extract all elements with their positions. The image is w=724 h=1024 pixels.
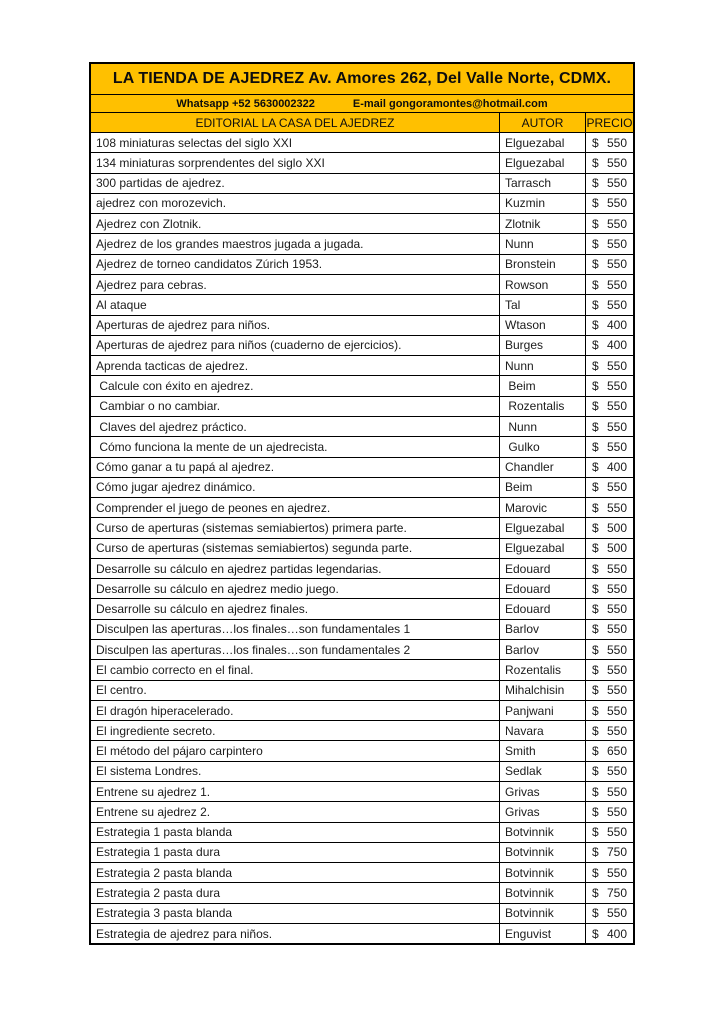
book-title: Estrategia 2 pasta blanda — [96, 865, 233, 880]
price-amount: 550 — [606, 764, 627, 779]
book-price — [585, 255, 633, 274]
book-author: Burges — [499, 336, 585, 355]
currency-symbol: $ — [592, 358, 599, 373]
table-row — [91, 194, 633, 214]
price-amount: 550 — [606, 419, 627, 434]
book-title: Cambiar o no cambiar. — [96, 399, 221, 414]
table-row — [91, 336, 633, 356]
price-amount: 550 — [606, 804, 627, 819]
book-author: Marovic — [499, 498, 585, 517]
book-author: Elguezabal — [499, 539, 585, 558]
currency-symbol: $ — [592, 744, 599, 759]
price-amount: 550 — [606, 237, 627, 252]
table-row — [91, 883, 633, 903]
book-title: Disculpen las aperturas…los finales…son fundamentales 2 — [96, 642, 411, 657]
table-row — [91, 316, 633, 336]
table-row — [91, 579, 633, 599]
table-row — [91, 458, 633, 478]
book-title: Estrategia 3 pasta blanda — [96, 906, 233, 921]
book-title: El dragón hiperacelerado. — [96, 703, 234, 718]
book-title: Ajedrez para cebras. — [96, 277, 207, 292]
book-price — [585, 498, 633, 517]
currency-symbol: $ — [592, 622, 599, 637]
book-title: Aprenda tacticas de ajedrez. — [96, 358, 249, 373]
book-author: Tal — [499, 295, 585, 314]
book-title: Aperturas de ajedrez para niños (cuaderno de ejercicios). — [96, 338, 402, 353]
book-author: Navara — [499, 721, 585, 740]
book-author: Botvinnik — [499, 883, 585, 902]
price-amount: 550 — [606, 297, 627, 312]
currency-symbol: $ — [592, 135, 599, 150]
book-title: El centro. — [96, 683, 147, 698]
book-author: Edouard — [499, 559, 585, 578]
currency-symbol: $ — [592, 176, 599, 191]
book-price — [585, 863, 633, 882]
table-row — [91, 214, 633, 234]
book-price — [585, 559, 633, 578]
book-rows — [91, 133, 633, 943]
table-row — [91, 802, 633, 822]
price-amount: 550 — [606, 176, 627, 191]
currency-symbol: $ — [592, 825, 599, 840]
currency-symbol: $ — [592, 480, 599, 495]
book-title: Cómo jugar ajedrez dinámico. — [96, 480, 256, 495]
currency-symbol: $ — [592, 419, 599, 434]
book-title: Calcule con éxito en ajedrez. — [96, 379, 254, 394]
price-amount: 750 — [606, 845, 627, 860]
book-author: Beim — [499, 478, 585, 497]
contact-banner — [91, 95, 633, 113]
price-amount: 550 — [606, 602, 627, 617]
table-row — [91, 153, 633, 173]
book-price — [585, 721, 633, 740]
book-price — [585, 904, 633, 923]
book-price — [585, 295, 633, 314]
book-price — [585, 133, 633, 152]
price-amount: 550 — [606, 865, 627, 880]
book-author: Botvinnik — [499, 863, 585, 882]
price-amount: 500 — [606, 541, 627, 556]
price-amount: 500 — [606, 520, 627, 535]
book-price — [585, 843, 633, 862]
book-author: Gulko — [499, 437, 585, 456]
book-title: Comprender el juego de peones en ajedrez. — [96, 500, 331, 515]
price-amount: 750 — [606, 886, 627, 901]
price-amount: 550 — [606, 825, 627, 840]
currency-symbol: $ — [592, 926, 599, 941]
price-amount: 550 — [606, 257, 627, 272]
price-amount: 550 — [606, 561, 627, 576]
currency-symbol: $ — [592, 581, 599, 596]
book-title: Cómo ganar a tu papá al ajedrez. — [96, 460, 275, 475]
table-row — [91, 518, 633, 538]
book-author: Sedlak — [499, 762, 585, 781]
book-author: Grivas — [499, 802, 585, 821]
table-row — [91, 660, 633, 680]
table-row — [91, 255, 633, 275]
book-price — [585, 214, 633, 233]
book-title: Cómo funciona la mente de un ajedrecista. — [96, 439, 328, 454]
table-row — [91, 823, 633, 843]
book-title: Aperturas de ajedrez para niños. — [96, 318, 271, 333]
price-amount: 550 — [606, 662, 627, 677]
currency-symbol: $ — [592, 662, 599, 677]
currency-symbol: $ — [592, 764, 599, 779]
book-title: Estrategia 1 pasta blanda — [96, 825, 233, 840]
table-row — [91, 904, 633, 924]
book-author: Grivas — [499, 782, 585, 801]
price-amount: 400 — [606, 318, 627, 333]
book-author: Nunn — [499, 417, 585, 436]
table-row — [91, 376, 633, 396]
currency-symbol: $ — [592, 703, 599, 718]
table-row — [91, 681, 633, 701]
currency-symbol: $ — [592, 602, 599, 617]
currency-symbol: $ — [592, 216, 599, 231]
table-row — [91, 863, 633, 883]
book-price — [585, 417, 633, 436]
currency-symbol: $ — [592, 886, 599, 901]
currency-symbol: $ — [592, 683, 599, 698]
table-row — [91, 539, 633, 559]
book-author: Beim — [499, 376, 585, 395]
book-price — [585, 660, 633, 679]
book-title: Desarrolle su cálculo en ajedrez partidas legendarias. — [96, 561, 382, 576]
price-amount: 550 — [606, 683, 627, 698]
book-price — [585, 782, 633, 801]
book-price — [585, 458, 633, 477]
currency-symbol: $ — [592, 906, 599, 921]
price-amount: 550 — [606, 480, 627, 495]
currency-symbol: $ — [592, 784, 599, 799]
book-author: Elguezabal — [499, 133, 585, 152]
book-price — [585, 924, 633, 943]
book-title: Estrategia 2 pasta dura — [96, 886, 221, 901]
currency-symbol: $ — [592, 845, 599, 860]
currency-symbol: $ — [592, 297, 599, 312]
book-title: Estrategia de ajedrez para niños. — [96, 926, 273, 941]
book-author: Zlotnik — [499, 214, 585, 233]
book-title: El método del pájaro carpintero — [96, 744, 263, 759]
table-row — [91, 295, 633, 315]
book-price — [585, 478, 633, 497]
book-price — [585, 376, 633, 395]
table-row — [91, 559, 633, 579]
book-author: Barlov — [499, 640, 585, 659]
price-amount: 550 — [606, 703, 627, 718]
currency-symbol: $ — [592, 318, 599, 333]
book-title: 108 miniaturas selectas del siglo XXI — [96, 135, 293, 150]
book-price — [585, 640, 633, 659]
book-price — [585, 336, 633, 355]
book-author: Elguezabal — [499, 153, 585, 172]
book-author: Chandler — [499, 458, 585, 477]
book-author: Rozentalis — [499, 660, 585, 679]
table-row — [91, 843, 633, 863]
table-row — [91, 234, 633, 254]
currency-symbol: $ — [592, 379, 599, 394]
table-row — [91, 741, 633, 761]
book-price — [585, 762, 633, 781]
table-row — [91, 782, 633, 802]
currency-symbol: $ — [592, 460, 599, 475]
book-author: Rozentalis — [499, 397, 585, 416]
currency-symbol: $ — [592, 520, 599, 535]
book-price — [585, 883, 633, 902]
book-title: Disculpen las aperturas…los finales…son fundamentales 1 — [96, 622, 411, 637]
book-title: Desarrolle su cálculo en ajedrez medio juego. — [96, 581, 339, 596]
book-title: 300 partidas de ajedrez. — [96, 176, 225, 191]
book-author: Rowson — [499, 275, 585, 294]
price-amount: 550 — [606, 379, 627, 394]
book-price — [585, 153, 633, 172]
table-row — [91, 762, 633, 782]
book-author: Edouard — [499, 599, 585, 618]
price-amount: 550 — [606, 581, 627, 596]
book-title: Curso de aperturas (sistemas semiabiertos) primera parte. — [96, 520, 407, 535]
table-row — [91, 599, 633, 619]
currency-symbol: $ — [592, 642, 599, 657]
table-row — [91, 620, 633, 640]
currency-symbol: $ — [592, 155, 599, 170]
price-amount: 550 — [606, 622, 627, 637]
book-author: Botvinnik — [499, 904, 585, 923]
price-amount: 550 — [606, 135, 627, 150]
book-author: Edouard — [499, 579, 585, 598]
book-price — [585, 518, 633, 537]
book-price — [585, 397, 633, 416]
book-price — [585, 599, 633, 618]
currency-symbol: $ — [592, 439, 599, 454]
price-amount: 550 — [606, 399, 627, 414]
book-price — [585, 579, 633, 598]
table-row — [91, 174, 633, 194]
price-amount: 550 — [606, 723, 627, 738]
book-author: Enguvist — [499, 924, 585, 943]
table-row — [91, 498, 633, 518]
book-author: Bronstein — [499, 255, 585, 274]
currency-symbol: $ — [592, 277, 599, 292]
table-row — [91, 701, 633, 721]
table-row — [91, 417, 633, 437]
book-price — [585, 823, 633, 842]
book-title: Estrategia 1 pasta dura — [96, 845, 221, 860]
book-author: Botvinnik — [499, 823, 585, 842]
book-price — [585, 701, 633, 720]
currency-symbol: $ — [592, 257, 599, 272]
book-title: El sistema Londres. — [96, 764, 202, 779]
email-contact: E-mail gongoramontes@hotmail.com — [352, 97, 548, 110]
book-title: Claves del ajedrez práctico. — [96, 419, 247, 434]
store-title: LA TIENDA DE AJEDREZ Av. Amores 262, Del Valle Norte, CDMX. — [112, 70, 612, 87]
price-amount: 550 — [606, 906, 627, 921]
table-row — [91, 356, 633, 376]
table-row — [91, 721, 633, 741]
price-amount: 550 — [606, 155, 627, 170]
book-author: Botvinnik — [499, 843, 585, 862]
price-amount: 650 — [606, 744, 627, 759]
table-row — [91, 133, 633, 153]
book-title: Ajedrez de los grandes maestros jugada a jugada. — [96, 237, 364, 252]
book-title: Entrene su ajedrez 2. — [96, 804, 211, 819]
book-title: Al ataque — [96, 297, 147, 312]
currency-symbol: $ — [592, 338, 599, 353]
price-amount: 400 — [606, 338, 627, 353]
currency-symbol: $ — [592, 196, 599, 211]
book-title: ajedrez con morozevich. — [96, 196, 227, 211]
price-amount: 550 — [606, 642, 627, 657]
book-price — [585, 681, 633, 700]
table-row — [91, 397, 633, 417]
book-title: Ajedrez con Zlotnik. — [96, 216, 202, 231]
price-amount: 550 — [606, 500, 627, 515]
book-price — [585, 316, 633, 335]
table-row — [91, 478, 633, 498]
book-price — [585, 234, 633, 253]
book-author: Nunn — [499, 234, 585, 253]
currency-symbol: $ — [592, 500, 599, 515]
book-price — [585, 437, 633, 456]
book-author: Tarrasch — [499, 174, 585, 193]
book-price — [585, 741, 633, 760]
book-title: Curso de aperturas (sistemas semiabiertos) segunda parte. — [96, 541, 413, 556]
table-row — [91, 924, 633, 943]
book-price — [585, 620, 633, 639]
book-title: El cambio correcto en el final. — [96, 662, 254, 677]
book-author: Nunn — [499, 356, 585, 375]
book-price — [585, 174, 633, 193]
currency-symbol: $ — [592, 399, 599, 414]
table-row — [91, 640, 633, 660]
price-amount: 550 — [606, 196, 627, 211]
currency-symbol: $ — [592, 541, 599, 556]
table-row — [91, 275, 633, 295]
column-header-autor: AUTOR — [499, 113, 585, 132]
column-header-precio: PRECIO — [585, 113, 633, 132]
book-title: Desarrolle su cálculo en ajedrez finales. — [96, 602, 309, 617]
price-amount: 550 — [606, 784, 627, 799]
book-price — [585, 356, 633, 375]
table-row — [91, 437, 633, 457]
price-amount: 400 — [606, 926, 627, 941]
book-title: Ajedrez de torneo candidatos Zúrich 1953. — [96, 257, 323, 272]
price-list-table — [89, 62, 635, 945]
book-price — [585, 802, 633, 821]
book-price — [585, 194, 633, 213]
book-author: Elguezabal — [499, 518, 585, 537]
price-amount: 400 — [606, 460, 627, 475]
currency-symbol: $ — [592, 723, 599, 738]
price-amount: 550 — [606, 216, 627, 231]
store-title-banner — [91, 64, 633, 95]
book-title: 134 miniaturas sorprendentes del siglo XXI — [96, 155, 325, 170]
price-amount: 550 — [606, 277, 627, 292]
currency-symbol: $ — [592, 865, 599, 880]
book-author: Kuzmin — [499, 194, 585, 213]
currency-symbol: $ — [592, 237, 599, 252]
book-author: Mihalchisin — [499, 681, 585, 700]
price-amount: 550 — [606, 439, 627, 454]
book-author: Smith — [499, 741, 585, 760]
column-header-row — [91, 113, 633, 133]
book-price — [585, 275, 633, 294]
currency-symbol: $ — [592, 804, 599, 819]
book-price — [585, 539, 633, 558]
book-title: El ingrediente secreto. — [96, 723, 216, 738]
whatsapp-contact: Whatsapp +52 5630002322 — [176, 97, 315, 110]
book-author: Barlov — [499, 620, 585, 639]
book-author: Wtason — [499, 316, 585, 335]
currency-symbol: $ — [592, 561, 599, 576]
price-amount: 550 — [606, 358, 627, 373]
book-title: Entrene su ajedrez 1. — [96, 784, 211, 799]
column-header-editorial: EDITORIAL LA CASA DEL AJEDREZ — [195, 115, 395, 130]
book-author: Panjwani — [499, 701, 585, 720]
